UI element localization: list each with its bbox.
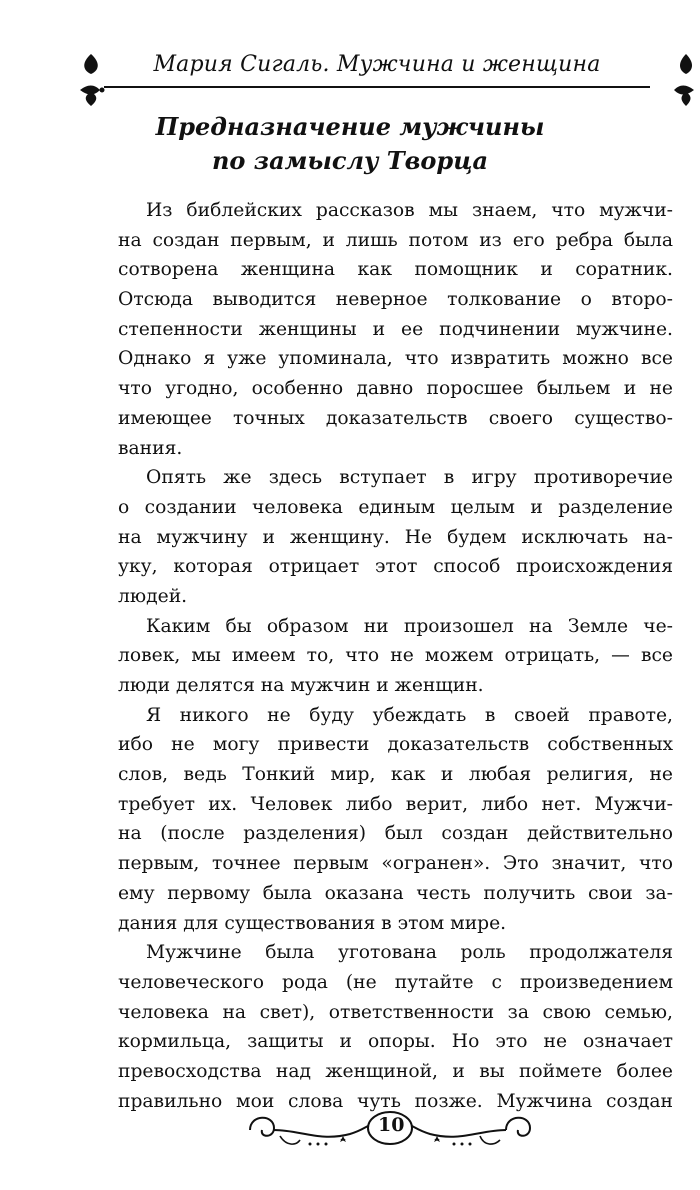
text-line: Отсюда выводится неверное толкование о второ- — [118, 289, 673, 311]
ornament-right-icon — [672, 52, 700, 112]
text-line: вания. — [118, 437, 183, 459]
text-line: ловек, мы имеем то, что не можем отрицать, — все — [118, 645, 673, 667]
section-title — [0, 110, 700, 178]
body-text — [118, 196, 673, 1116]
text-line: имеющее точных доказательств своего существо- — [118, 407, 673, 429]
text-line: Мужчине была уготована роль продолжателя — [146, 942, 673, 964]
text-line: первым, точнее первым «огранен». Это значит, что — [118, 853, 673, 875]
text-line: на создан первым, и лишь потом из его ребра была — [118, 229, 673, 251]
text-line: ему первому была оказана честь получить свои за- — [118, 882, 673, 904]
text-line: что угодно, особенно давно поросшее быльем и не — [118, 378, 673, 400]
text-line: человека на свет), ответственности за свою семью, — [118, 1001, 673, 1023]
text-line: требует их. Человек либо верит, либо нет. Мужчи- — [118, 793, 673, 815]
text-line: людей. — [118, 585, 188, 607]
section-title-line-1: Предназначение мужчины — [155, 112, 545, 141]
text-line: люди делятся на мужчин и женщин. — [118, 675, 484, 696]
running-header — [84, 44, 670, 94]
page-number: 10 — [378, 1114, 405, 1136]
text-line: сотворена женщина как помощник и соратник. — [118, 259, 673, 281]
page-footer — [240, 1100, 540, 1160]
text-line: Из библейских рассказов мы знаем, что мужчи- — [146, 200, 673, 221]
text-line: человеческого рода (не путайте с произведением — [118, 971, 673, 993]
text-line: Я никого не буду убеждать в своей правоте, — [146, 704, 673, 726]
text-line: ибо не могу привести доказательств собственных — [118, 734, 673, 756]
text-line: Каким бы образом ни произошел на Земле че- — [146, 615, 673, 637]
header-rule — [104, 86, 650, 88]
text-line: дания для существования в этом мире. — [118, 912, 507, 934]
text-line: на (после разделения) был создан действительно — [118, 823, 673, 845]
section-title-line-2: по замыслу Творца — [211, 146, 489, 175]
text-line: о создании человека единым целым и разделение — [118, 496, 673, 518]
text-line: Однако я уже упоминала, что извратить можно все — [118, 348, 673, 370]
ornament-left-icon — [74, 52, 108, 112]
text-line: степенности женщины и ее подчинении мужчине. — [118, 318, 673, 340]
running-title: Мария Сигаль. Мужчина и женщина — [153, 52, 601, 77]
text-line: превосходства над женщиной, и вы поймете более — [118, 1060, 673, 1082]
text-line: на мужчину и женщину. Не будем исключать на- — [118, 526, 673, 548]
text-line: уку, которая отрицает этот способ происхождения — [118, 556, 673, 578]
text-line: кормильца, защиты и опоры. Но это не означает — [118, 1031, 673, 1053]
text-line: правильно мои слова чуть позже. Мужчина создан — [118, 1090, 673, 1112]
text-line: слов, ведь Тонкий мир, как и любая религия, не — [118, 764, 673, 786]
text-line: Опять же здесь вступает в игру противоречие — [146, 467, 673, 489]
